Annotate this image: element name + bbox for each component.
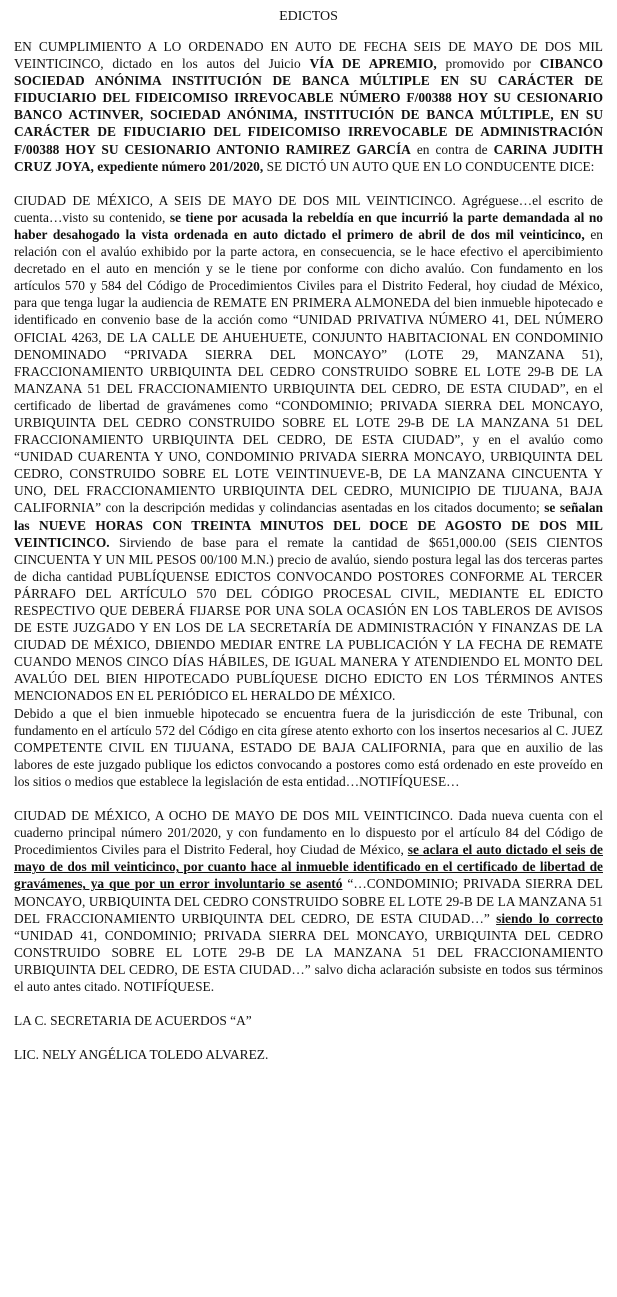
p2-segment: se tiene por acusada la rebeldía en que incurrió la parte demandada al no haber desahogado la vista ordenada en auto dictado el primero de abril de dos mil veinticinco, <box>14 209 603 242</box>
secretary-role: LA C. SECRETARIA DE ACUERDOS “A” <box>14 1013 252 1029</box>
p4-segment: “…CONDOMINIO; PRIVADA SIERRA DEL MONCAYO, URBIQUINTA DEL CEDRO CONSTRUIDO SOBRE EL LOTE 29-B DE LA MANZANA 51 DEL FRACCIONAMIENTO URBIQUINTA DEL CEDRO, DE ESTA CIUDAD…” <box>14 876 603 926</box>
p4-segment: siendo lo correcto <box>496 910 604 926</box>
exhorto-paragraph <box>14 705 603 790</box>
p1-segment: en contra de <box>410 141 494 157</box>
intro-paragraph <box>14 38 603 175</box>
p3-segment: Debido a que el bien inmueble hipotecado se encuentra fuera de la jurisdicción de este Tribunal, con fundamento en el artículo 572 del Código en cita gírese atento exhorto con los insertos necesarios al C. JUEZ COMPETENTE CIVIL EN TIJUANA, ESTADO DE BAJA CALIFORNIA, para que en auxilio de las labores de este juzgado publique los edictos convocando a postores como está ordenado en este proveído en los sitios o medios que establece la legislación de esta entidad…NOTIFÍQUESE… <box>14 705 603 789</box>
p1-segment: CARINA JUDITH CRUZ JOYA, expediente número 201/2020, <box>14 141 603 174</box>
p4-segment: CIUDAD DE MÉXICO, A OCHO DE MAYO DE DOS MIL VEINTICINCO. Dada nueva cuenta con el cuaderno principal número 201/2020, y con fundamento en lo dispuesto por el artículo 84 del Código de Procedimientos Civiles para el Distrito Federal, hoy Ciudad de México, <box>14 808 603 858</box>
paragraph-gap <box>14 995 603 1012</box>
paragraph-gap <box>14 175 603 192</box>
p2-segment: se señalan las NUEVE HORAS CON TREINTA MINUTOS DEL DOCE DE AGOSTO DE DOS MIL VEINTICINCO. <box>14 500 603 550</box>
p4-segment: “UNIDAD 41, CONDOMINIO; PRIVADA SIERRA DEL MONCAYO, URBIQUINTA DEL CEDRO CONSTRUIDO SOBRE EL LOTE 29-B DE LA MANZANA 51 DEL FRACCIONAMIENTO URBIQUINTA DEL CEDRO, DE ESTA CIUDAD…” salvo dicha aclaración subsiste en todos sus términos el auto antes citado. NOTIFÍQUESE. <box>14 927 603 994</box>
paragraph-gap <box>14 1029 603 1046</box>
p1-segment: VÍA DE APREMIO, <box>309 56 437 72</box>
p2-segment: Sirviendo de base para el remate la cantidad de $651,000.00 (SEIS CIENTOS CINCUENTA Y UN MIL PESOS 00/100 M.N.) precio de avalúo, siendo postura legal las dos terceras partes de dicha cantidad PUBLÍQUENSE EDICTOS CONVOCANDO POSTORES CONFORME AL TERCER PÁRRAFO DEL ARTÍCULO 570 DEL CÓDIGO PROCESAL CIVIL, MEDIANTE EL EDICTO RESPECTIVO QUE DEBERÁ FIJARSE POR UNA SOLA OCASIÓN EN LOS TABLEROS DE AVISOS DE ESTE JUZGADO Y EN LOS DE LA SECRETARÍA DE ADMINISTRACIÓN Y FINANZAS DE LA CIUDAD DE MÉXICO, DBIENDO MEDIAR ENTRE LA PUBLICACIÓN Y LA FECHA DE REMATE CUANDO MENOS CINCO DÍAS HÁBILES, DE IGUAL MANERA Y ATENDIENDO EL MONTO DEL AVALÚO DEL BIEN HIPOTECADO PUBLÍQUESE DICHO EDICTO EN LOS TÉRMINOS ANTES MENCIONADOS EN EL PERIÓDICO EL HERALDO DE MÉXICO. <box>14 534 603 704</box>
p2-segment: en relación con el avalúo exhibido por la parte actora, en consecuencia, se le hace efectivo el apercibimiento decretado en el auto en mención y se le tiene por conforme con dicho avalúo. Con fundamento en los artículos 570 y 584 del Código de Procedimientos Civiles para el Distrito Federal, hoy ciudad de México, para que tenga lugar la audiencia de REMATE EN PRIMERA ALMONEDA del bien inmueble hipotecado e identificado en convenio base de la acción como “UNIDAD PRIVATIVA NÚMERO 41, DEL NÚMERO OFICIAL 4263, DE LA CALLE DE AHUEHUETE, CONJUNTO HABITACIONAL EN CONDOMINIO DENOMINADO “PRIVADA SIERRA DEL MONCAYO” (LOTE 29, MANZANA 51), FRACCIONAMIENTO URBIQUINTA DEL CEDRO CONSTRUIDO SOBRE EL LOTE 29-B DE LA MANZANA 51 DEL FRACCIONAMIENTO URBIQUINTA DEL CEDRO, DE ESTA CIUDAD”, en el certificado de libertad de gravámenes como “CONDOMINIO; PRIVADA SIERRA DEL MONCAYO, URBIQUINTA DEL CEDRO CONSTRUIDO SOBRE EL LOTE 29-B DE LA MANZANA 51 DEL FRACCIONAMIENTO URBIQUINTA DEL CEDRO, DE ESTA CIUDAD”, y en el avalúo como “UNIDAD CUARENTA Y UNO, CONDOMINIO PRIVADA SIERRA MONCAYO, URBIQUINTA DEL CEDRO, CONSTRUIDO SOBRE EL LOTE VEINTINUEVE-B, DE LA MANZANA CINCUENTA Y UNO, DEL FRACCIONAMIENTO URBIQUINTA DEL CEDRO, MUNICIPIO DE TIJUANA, BAJA CALIFORNIA” con la descripción medidas y colindancias asentadas en los citados documento; <box>14 226 603 516</box>
auto-six-may-paragraph <box>14 192 603 705</box>
secretary-name: LIC. NELY ANGÉLICA TOLEDO ALVAREZ. <box>14 1047 269 1063</box>
p1-segment: promovido por <box>436 56 540 72</box>
p4-segment: se aclara el auto dictado el seis de mayo de dos mil veinticinco, por cuanto hace al inmueble identificado en el certificado de libertad de gravámenes, ya que por un error involuntario se asentó <box>14 842 603 892</box>
p1-segment: CIBANCO SOCIEDAD ANÓNIMA INSTITUCIÓN DE BANCA MÚLTIPLE EN SU CARÁCTER DE FIDUCIARIO DEL FIDEICOMISO IRREVOCABLE NÚMERO F/00388 HOY SU CESIONARIO BANCO ACTINVER, SOCIEDAD ANÓNIMA, INSTITUCIÓN DE BANCA MÚLTIPLE, EN SU CARÁCTER DE FIDUCIARIO DEL FIDEICOMISO IRREVOCABLE DE ADMINISTRACIÓN F/00388 HOY SU CESIONARIO ANTONIO RAMIREZ GARCÍA <box>14 56 603 157</box>
paragraph-gap <box>14 790 603 807</box>
p2-segment: CIUDAD DE MÉXICO, A SEIS DE MAYO DE DOS MIL VEINTICINCO. Agréguese…el escrito de cuenta…visto su contenido, <box>14 192 603 225</box>
document-title: EDICTOS <box>279 9 338 24</box>
auto-eight-may-paragraph <box>14 807 603 995</box>
p1-segment: EN CUMPLIMIENTO A LO ORDENADO EN AUTO DE FECHA SEIS DE MAYO DE DOS MIL VEINTICINCO, dictado en los autos del Juicio <box>14 39 603 72</box>
p1-segment: SE DICTÓ UN AUTO QUE EN LO CONDUCENTE DICE: <box>263 158 595 174</box>
